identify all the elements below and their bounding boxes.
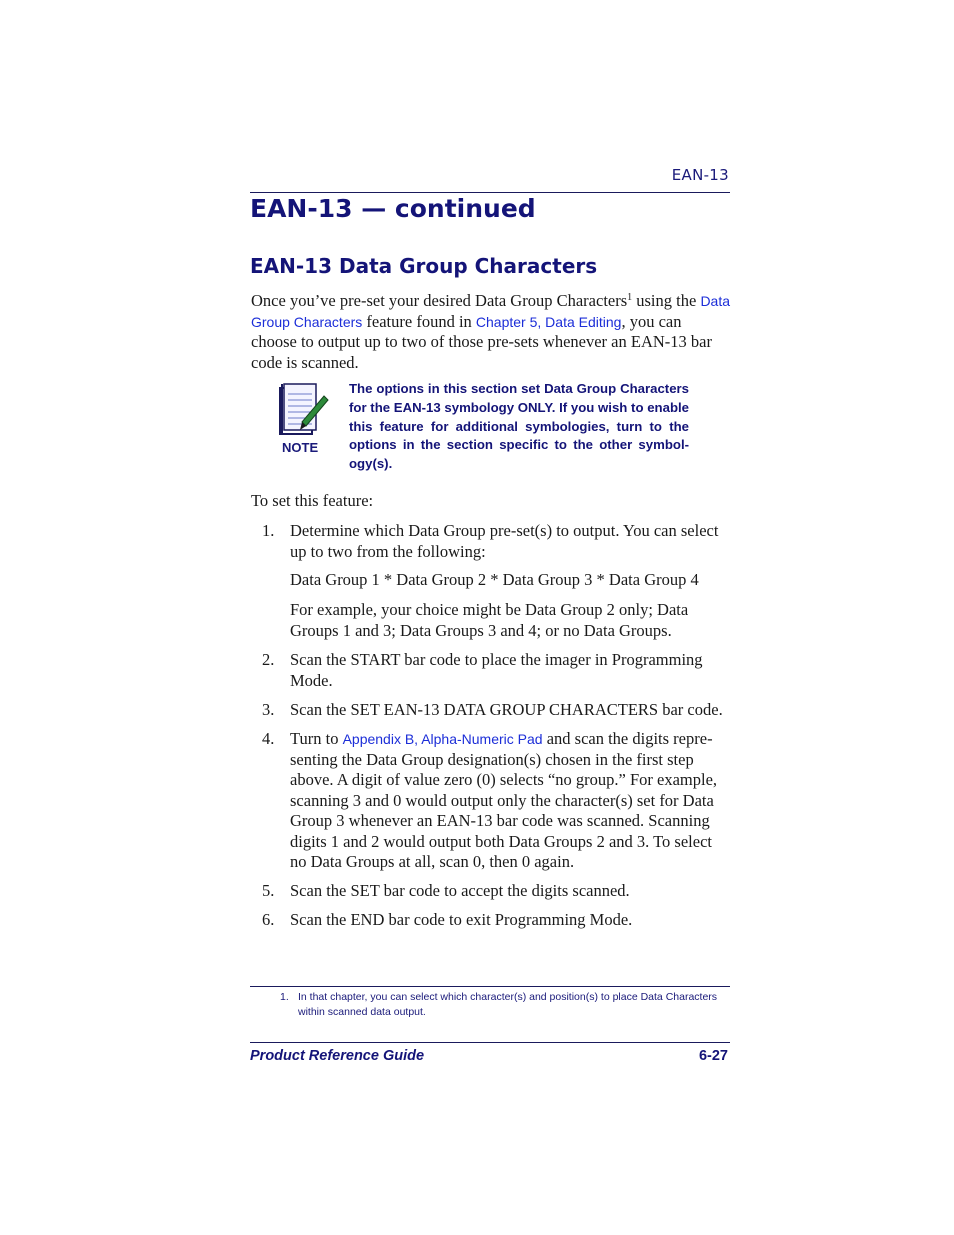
data-group-example: For example, your choice might be Data Group 2 only; Data Groups 1 and 3; Data Groups 3 and 4; or no Data Groups. [290,600,689,640]
intro-text-4: , you can choose to output up to two of those pre-sets whenever an EAN-13 bar code is scanned. [251,311,712,372]
page-title: EAN-13 — continued [250,194,536,223]
step-number: 4. [262,729,275,748]
data-group-list: Data Group 1 * Data Group 2 * Data Group 3 * Data Group 4 [290,570,699,589]
link-appendix-b[interactable]: Appendix B, Alpha-Numeric Pad [342,731,543,747]
intro-paragraph [251,291,731,373]
note-text: The options in this section set Data Group Characters for the EAN-13 symbology ONLY. If you wish to enable this feature for additional symbologies, turn to the options in the section specific to the other symbol-ogy(s). [349,381,689,472]
step-text: Scan the SET bar code to accept the digits scanned. [290,881,630,900]
footer-guide-title: Product Reference Guide [250,1048,425,1064]
step-text: Scan the END bar code to exit Programming Mode. [290,910,633,929]
step-number: 2. [262,650,275,669]
step-text: Determine which Data Group pre-set(s) to output. You can select up to two from the following: [290,521,719,561]
intro-text-1: Once you’ve pre-set your desired Data Group Characters [251,291,628,310]
note-label: NOTE [282,440,319,455]
step-4-text-after: and scan the digits repre-senting the Data Group designation(s) chosen in the first step above. A digit of value zero (0) selects “no group.” For example, scanning 3 and 0 would output only the character(s) set for Data Group 3 whenever an EAN-13 bar code was scanned. Scanning digits 1 and 2 would output both Data Groups 2 and 3. To select no Data Groups at all, scan 0, then 0 again. [290,729,718,871]
step-number: 3. [262,700,275,719]
running-head: EAN-13 [671,166,729,184]
step-number: 1. [262,521,275,540]
step-number: 5. [262,881,275,900]
section-title: EAN-13 Data Group Characters [250,254,598,278]
step-text [290,729,732,873]
footnote-text: In that chapter, you can select which character(s) and position(s) to place Data Characters within scanned data output. [298,991,718,1018]
page-number: 6-27 [698,1048,728,1064]
step-text: Scan the START bar code to place the imager in Programming Mode. [290,650,703,690]
intro-text-3: feature found in [362,311,476,331]
link-chapter-5[interactable]: Chapter 5, Data Editing [475,313,622,330]
step-4-text-before: Turn to [290,729,343,748]
intro-text-2: using the [632,291,701,310]
footnote-number: 1. [280,991,289,1003]
footnote-ref[interactable]: 1 [627,292,633,303]
procedure-intro: To set this feature: [251,491,374,510]
footer-rule [250,1042,730,1043]
step-text: Scan the SET EAN-13 DATA GROUP CHARACTERS bar code. [290,700,723,719]
step-number: 6. [262,910,275,929]
link-data-group-characters[interactable]: Data Group Characters [251,293,731,330]
footnote-rule [250,986,730,987]
header-rule [250,192,730,193]
